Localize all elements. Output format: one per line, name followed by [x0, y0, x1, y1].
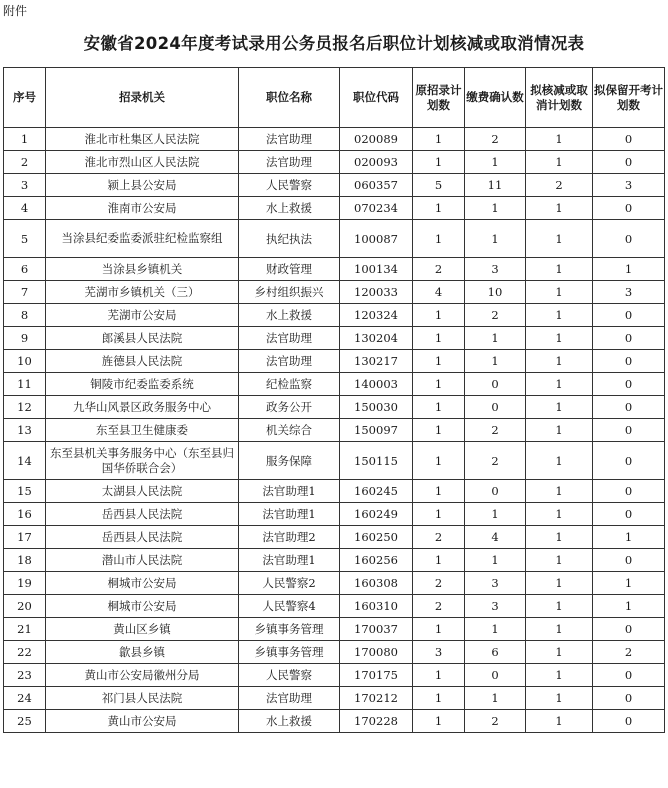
cell-seq: 19 — [4, 572, 46, 595]
cell-seq: 22 — [4, 641, 46, 664]
header-cut: 拟核减或取消计划数 — [526, 68, 593, 128]
table-row — [4, 526, 665, 549]
table-row — [4, 549, 665, 572]
cell-pos: 法官助理 — [239, 350, 340, 373]
table-row — [4, 664, 665, 687]
cell-seq: 8 — [4, 304, 46, 327]
cell-pos: 法官助理 — [239, 687, 340, 710]
table-row — [4, 618, 665, 641]
cell-cut: 1 — [526, 710, 593, 733]
cell-pos: 法官助理1 — [239, 503, 340, 526]
table-row — [4, 197, 665, 220]
cell-keep: 0 — [593, 373, 665, 396]
cell-code: 160308 — [340, 572, 413, 595]
table-row — [4, 641, 665, 664]
page-title: 安徽省2024年度考试录用公务员报名后职位计划核减或取消情况表 — [83, 34, 585, 53]
cell-orig: 1 — [413, 396, 465, 419]
cell-org: 桐城市公安局 — [46, 572, 239, 595]
cell-org: 黄山区乡镇 — [46, 618, 239, 641]
cell-paid: 0 — [465, 396, 526, 419]
cell-org: 淮北市杜集区人民法院 — [46, 128, 239, 151]
cell-pos: 法官助理 — [239, 327, 340, 350]
cell-org: 祁门县人民法院 — [46, 687, 239, 710]
cell-pos: 法官助理1 — [239, 549, 340, 572]
cell-pos: 人民警察 — [239, 174, 340, 197]
plan-table — [3, 67, 665, 733]
cell-orig: 1 — [413, 503, 465, 526]
table-row — [4, 396, 665, 419]
cell-cut: 1 — [526, 197, 593, 220]
table-row — [4, 128, 665, 151]
cell-paid: 1 — [465, 549, 526, 572]
cell-org: 当涂县乡镇机关 — [46, 258, 239, 281]
cell-code: 150030 — [340, 396, 413, 419]
cell-keep: 3 — [593, 281, 665, 304]
cell-paid: 2 — [465, 419, 526, 442]
cell-orig: 1 — [413, 373, 465, 396]
table-row — [4, 258, 665, 281]
cell-paid: 3 — [465, 595, 526, 618]
cell-paid: 6 — [465, 641, 526, 664]
cell-seq: 2 — [4, 151, 46, 174]
cell-paid: 1 — [465, 327, 526, 350]
cell-pos: 人民警察 — [239, 664, 340, 687]
cell-code: 140003 — [340, 373, 413, 396]
cell-orig: 1 — [413, 710, 465, 733]
cell-org: 九华山风景区政务服务中心 — [46, 396, 239, 419]
cell-cut: 1 — [526, 304, 593, 327]
cell-keep: 0 — [593, 220, 665, 258]
cell-pos: 乡镇事务管理 — [239, 618, 340, 641]
cell-org: 郎溪县人民法院 — [46, 327, 239, 350]
cell-code: 160245 — [340, 480, 413, 503]
cell-paid: 1 — [465, 503, 526, 526]
cell-pos: 人民警察4 — [239, 595, 340, 618]
cell-cut: 1 — [526, 549, 593, 572]
cell-keep: 0 — [593, 664, 665, 687]
cell-code: 060357 — [340, 174, 413, 197]
cell-seq: 4 — [4, 197, 46, 220]
header-code: 职位代码 — [340, 68, 413, 128]
cell-pos: 法官助理1 — [239, 480, 340, 503]
cell-pos: 乡镇事务管理 — [239, 641, 340, 664]
cell-pos: 纪检监察 — [239, 373, 340, 396]
cell-orig: 1 — [413, 304, 465, 327]
cell-org: 桐城市公安局 — [46, 595, 239, 618]
cell-pos: 法官助理 — [239, 128, 340, 151]
cell-orig: 4 — [413, 281, 465, 304]
cell-keep: 0 — [593, 618, 665, 641]
cell-keep: 2 — [593, 641, 665, 664]
cell-pos: 水上救援 — [239, 710, 340, 733]
cell-seq: 1 — [4, 128, 46, 151]
attachment-label: 附件 — [3, 4, 28, 18]
cell-paid: 0 — [465, 480, 526, 503]
table-row — [4, 151, 665, 174]
cell-pos: 法官助理 — [239, 151, 340, 174]
cell-seq: 17 — [4, 526, 46, 549]
cell-code: 020093 — [340, 151, 413, 174]
cell-code: 120324 — [340, 304, 413, 327]
cell-keep: 3 — [593, 174, 665, 197]
cell-keep: 0 — [593, 128, 665, 151]
cell-org: 东至县机关事务服务中心（东至县归国华侨联合会） — [46, 442, 239, 480]
cell-keep: 0 — [593, 327, 665, 350]
cell-code: 160250 — [340, 526, 413, 549]
cell-seq: 7 — [4, 281, 46, 304]
cell-seq: 21 — [4, 618, 46, 641]
cell-cut: 2 — [526, 174, 593, 197]
cell-orig: 1 — [413, 687, 465, 710]
cell-cut: 1 — [526, 128, 593, 151]
cell-seq: 10 — [4, 350, 46, 373]
table-row — [4, 327, 665, 350]
cell-keep: 0 — [593, 419, 665, 442]
cell-keep: 0 — [593, 442, 665, 480]
cell-paid: 3 — [465, 572, 526, 595]
cell-paid: 1 — [465, 220, 526, 258]
cell-org: 颍上县公安局 — [46, 174, 239, 197]
header-row — [4, 68, 665, 128]
header-pos: 职位名称 — [239, 68, 340, 128]
cell-orig: 1 — [413, 419, 465, 442]
table-body — [4, 128, 665, 733]
cell-paid: 1 — [465, 687, 526, 710]
cell-keep: 0 — [593, 304, 665, 327]
cell-cut: 1 — [526, 442, 593, 480]
cell-cut: 1 — [526, 373, 593, 396]
cell-code: 020089 — [340, 128, 413, 151]
cell-cut: 1 — [526, 480, 593, 503]
table-row — [4, 281, 665, 304]
cell-cut: 1 — [526, 664, 593, 687]
cell-orig: 1 — [413, 151, 465, 174]
cell-seq: 20 — [4, 595, 46, 618]
cell-seq: 5 — [4, 220, 46, 258]
cell-code: 170175 — [340, 664, 413, 687]
cell-keep: 0 — [593, 350, 665, 373]
header-paid: 缴费确认数 — [465, 68, 526, 128]
cell-code: 120033 — [340, 281, 413, 304]
cell-orig: 1 — [413, 327, 465, 350]
cell-org: 岳西县人民法院 — [46, 503, 239, 526]
table-row — [4, 595, 665, 618]
cell-seq: 16 — [4, 503, 46, 526]
cell-orig: 2 — [413, 526, 465, 549]
cell-keep: 0 — [593, 197, 665, 220]
cell-code: 170228 — [340, 710, 413, 733]
cell-org: 淮南市公安局 — [46, 197, 239, 220]
cell-orig: 1 — [413, 197, 465, 220]
header-org: 招录机关 — [46, 68, 239, 128]
cell-pos: 水上救援 — [239, 197, 340, 220]
cell-pos: 财政管理 — [239, 258, 340, 281]
cell-seq: 24 — [4, 687, 46, 710]
cell-orig: 1 — [413, 350, 465, 373]
table-row — [4, 572, 665, 595]
table-row — [4, 373, 665, 396]
cell-org: 旌德县人民法院 — [46, 350, 239, 373]
table-row — [4, 220, 665, 258]
cell-cut: 1 — [526, 327, 593, 350]
cell-paid: 4 — [465, 526, 526, 549]
cell-org: 歙县乡镇 — [46, 641, 239, 664]
cell-orig: 3 — [413, 641, 465, 664]
table-row — [4, 503, 665, 526]
cell-orig: 1 — [413, 549, 465, 572]
cell-seq: 23 — [4, 664, 46, 687]
cell-seq: 9 — [4, 327, 46, 350]
table-row — [4, 419, 665, 442]
cell-cut: 1 — [526, 641, 593, 664]
cell-cut: 1 — [526, 503, 593, 526]
cell-paid: 11 — [465, 174, 526, 197]
cell-code: 170080 — [340, 641, 413, 664]
cell-paid: 2 — [465, 304, 526, 327]
cell-cut: 1 — [526, 526, 593, 549]
cell-org: 东至县卫生健康委 — [46, 419, 239, 442]
cell-seq: 11 — [4, 373, 46, 396]
cell-org: 铜陵市纪委监委系统 — [46, 373, 239, 396]
cell-keep: 0 — [593, 396, 665, 419]
cell-code: 160249 — [340, 503, 413, 526]
cell-orig: 1 — [413, 480, 465, 503]
cell-code: 150097 — [340, 419, 413, 442]
cell-orig: 1 — [413, 128, 465, 151]
cell-pos: 机关综合 — [239, 419, 340, 442]
cell-cut: 1 — [526, 687, 593, 710]
cell-org: 黄山市公安局 — [46, 710, 239, 733]
cell-pos: 法官助理2 — [239, 526, 340, 549]
cell-pos: 水上救援 — [239, 304, 340, 327]
cell-keep: 0 — [593, 710, 665, 733]
table-row — [4, 304, 665, 327]
header-keep: 拟保留开考计划数 — [593, 68, 665, 128]
cell-cut: 1 — [526, 350, 593, 373]
cell-seq: 13 — [4, 419, 46, 442]
table-row — [4, 687, 665, 710]
cell-paid: 0 — [465, 373, 526, 396]
cell-keep: 1 — [593, 572, 665, 595]
cell-orig: 1 — [413, 664, 465, 687]
cell-cut: 1 — [526, 618, 593, 641]
table-row — [4, 710, 665, 733]
cell-cut: 1 — [526, 281, 593, 304]
cell-keep: 1 — [593, 526, 665, 549]
cell-org: 太湖县人民法院 — [46, 480, 239, 503]
cell-cut: 1 — [526, 595, 593, 618]
table-row — [4, 480, 665, 503]
cell-code: 130217 — [340, 350, 413, 373]
cell-org: 岳西县人民法院 — [46, 526, 239, 549]
cell-orig: 1 — [413, 618, 465, 641]
cell-cut: 1 — [526, 572, 593, 595]
cell-pos: 执纪执法 — [239, 220, 340, 258]
cell-pos: 服务保障 — [239, 442, 340, 480]
cell-keep: 0 — [593, 687, 665, 710]
cell-org: 淮北市烈山区人民法院 — [46, 151, 239, 174]
cell-cut: 1 — [526, 151, 593, 174]
cell-pos: 政务公开 — [239, 396, 340, 419]
table-row — [4, 174, 665, 197]
cell-orig: 2 — [413, 595, 465, 618]
cell-org: 潜山市人民法院 — [46, 549, 239, 572]
cell-orig: 2 — [413, 572, 465, 595]
cell-code: 100087 — [340, 220, 413, 258]
cell-orig: 5 — [413, 174, 465, 197]
cell-org: 当涂县纪委监委派驻纪检监察组 — [46, 220, 239, 258]
cell-paid: 10 — [465, 281, 526, 304]
cell-pos: 乡村组织振兴 — [239, 281, 340, 304]
cell-keep: 0 — [593, 549, 665, 572]
cell-paid: 2 — [465, 128, 526, 151]
cell-cut: 1 — [526, 396, 593, 419]
cell-paid: 1 — [465, 618, 526, 641]
cell-keep: 0 — [593, 480, 665, 503]
cell-keep: 0 — [593, 151, 665, 174]
cell-seq: 12 — [4, 396, 46, 419]
table-row — [4, 350, 665, 373]
cell-paid: 1 — [465, 350, 526, 373]
table-row — [4, 442, 665, 480]
cell-code: 150115 — [340, 442, 413, 480]
cell-code: 160256 — [340, 549, 413, 572]
cell-paid: 0 — [465, 664, 526, 687]
cell-seq: 25 — [4, 710, 46, 733]
cell-cut: 1 — [526, 220, 593, 258]
cell-seq: 6 — [4, 258, 46, 281]
cell-keep: 0 — [593, 503, 665, 526]
cell-cut: 1 — [526, 258, 593, 281]
cell-paid: 1 — [465, 197, 526, 220]
cell-code: 160310 — [340, 595, 413, 618]
cell-code: 170037 — [340, 618, 413, 641]
cell-paid: 3 — [465, 258, 526, 281]
cell-code: 170212 — [340, 687, 413, 710]
cell-paid: 2 — [465, 442, 526, 480]
cell-seq: 14 — [4, 442, 46, 480]
cell-keep: 1 — [593, 595, 665, 618]
header-orig: 原招录计划数 — [413, 68, 465, 128]
cell-orig: 1 — [413, 442, 465, 480]
cell-paid: 1 — [465, 151, 526, 174]
cell-code: 070234 — [340, 197, 413, 220]
cell-code: 100134 — [340, 258, 413, 281]
cell-seq: 3 — [4, 174, 46, 197]
cell-keep: 1 — [593, 258, 665, 281]
cell-seq: 15 — [4, 480, 46, 503]
cell-pos: 人民警察2 — [239, 572, 340, 595]
cell-orig: 2 — [413, 258, 465, 281]
cell-cut: 1 — [526, 419, 593, 442]
cell-org: 芜湖市乡镇机关（三） — [46, 281, 239, 304]
cell-org: 黄山市公安局徽州分局 — [46, 664, 239, 687]
cell-paid: 2 — [465, 710, 526, 733]
header-seq: 序号 — [4, 68, 46, 128]
cell-org: 芜湖市公安局 — [46, 304, 239, 327]
cell-orig: 1 — [413, 220, 465, 258]
cell-code: 130204 — [340, 327, 413, 350]
cell-seq: 18 — [4, 549, 46, 572]
